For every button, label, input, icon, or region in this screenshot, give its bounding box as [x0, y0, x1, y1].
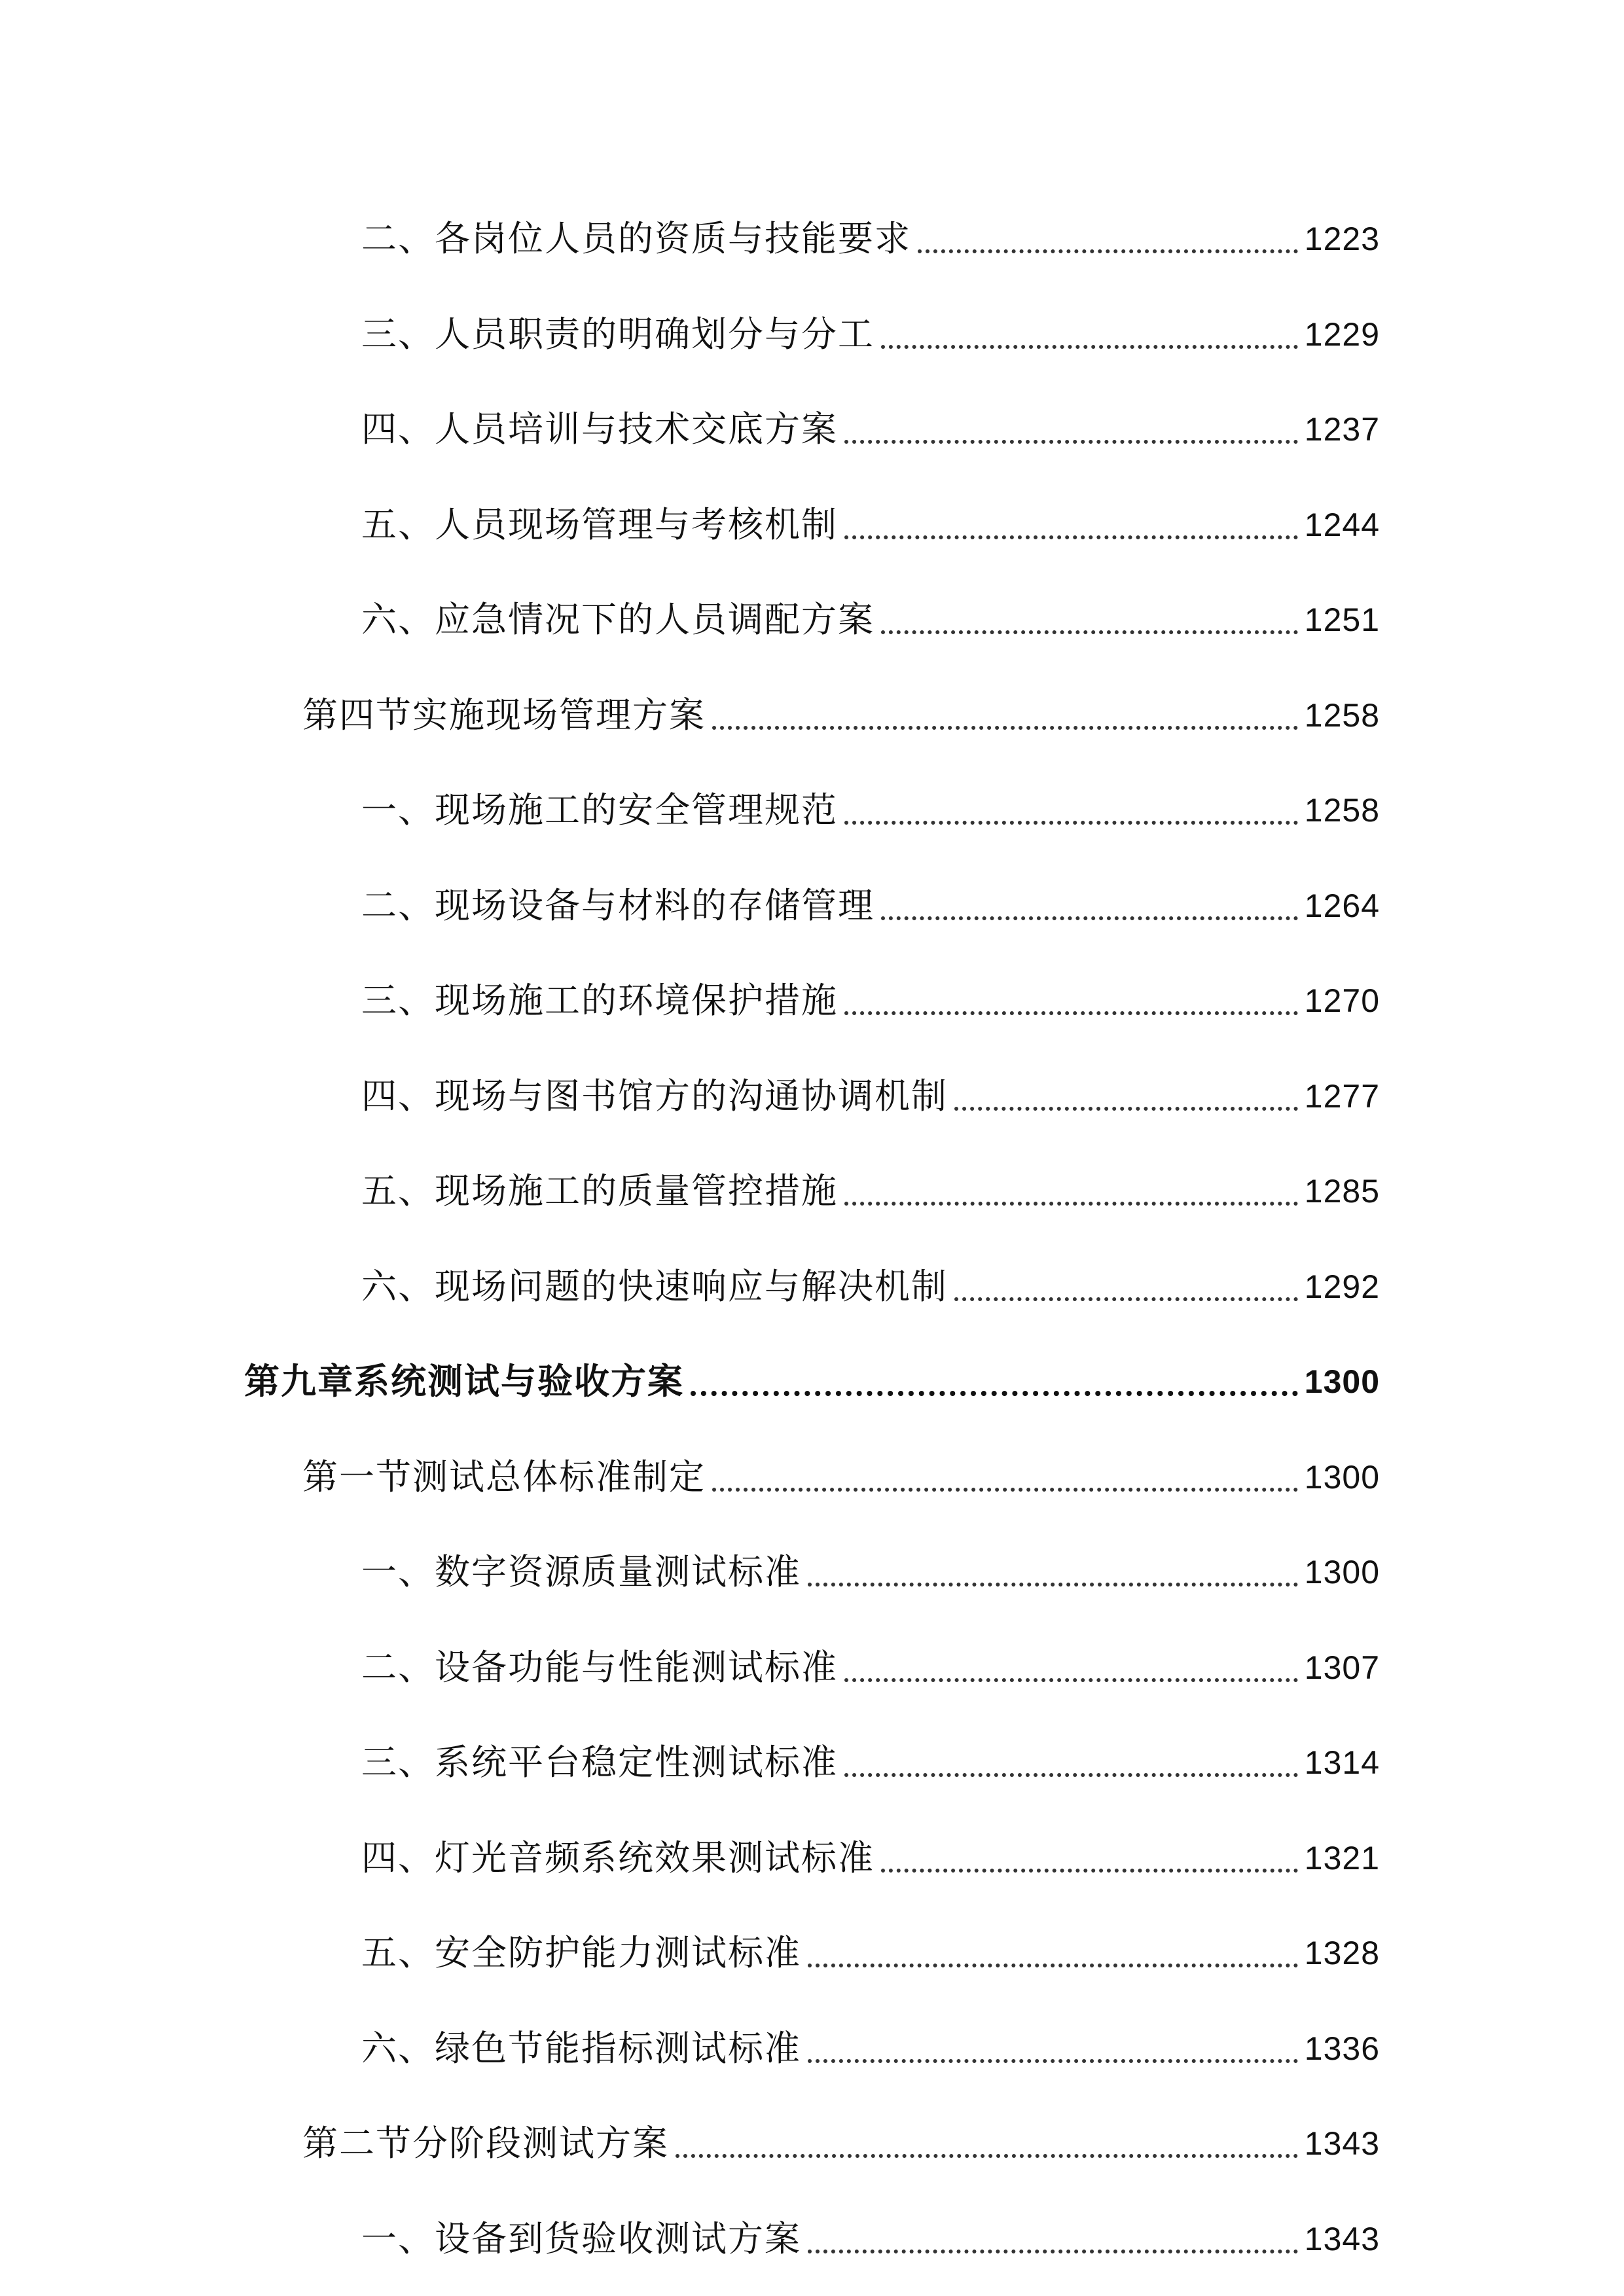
toc-page-number: 1307: [1304, 1649, 1380, 1686]
toc-entry-label: 四、灯光音频系统效果测试标准: [361, 1837, 875, 1878]
toc-page-number: 1343: [1304, 2220, 1380, 2257]
toc-entry-label: 第四节实施现场管理方案: [302, 694, 706, 736]
toc-page-number: 1292: [1304, 1268, 1380, 1305]
toc-entry-label: 五、人员现场管理与考核机制: [361, 503, 838, 545]
toc-entry-label: 四、现场与图书馆方的沟通协调机制: [361, 1075, 948, 1117]
toc-entry[interactable]: [361, 1165, 1380, 1217]
toc-page-number: 1328: [1304, 1935, 1380, 1971]
toc-entry[interactable]: [361, 880, 1380, 932]
toc-page-number: 1223: [1304, 221, 1380, 257]
toc-entry-label: 六、应急情况下的人员调配方案: [361, 599, 875, 640]
toc-dot-leader: [881, 630, 1298, 634]
toc-entry-label: 六、现场问题的快速响应与解决机制: [361, 1265, 948, 1307]
toc-entry[interactable]: [361, 1927, 1380, 1979]
toc-entry-label: 四、人员培训与技术交底方案: [361, 408, 838, 450]
toc-entry[interactable]: [244, 1355, 1380, 1408]
toc-entry[interactable]: [361, 499, 1380, 551]
toc-entry-label: 一、数字资源质量测试标准: [361, 1551, 801, 1592]
toc-page-number: 1237: [1304, 411, 1380, 448]
toc-entry-label: 二、现场设备与材料的存储管理: [361, 884, 875, 926]
toc-entry[interactable]: [302, 2117, 1380, 2170]
toc-entry-label: 二、各岗位人员的资质与技能要求: [361, 218, 911, 259]
toc-entry-label: 三、现场施工的环境保护措施: [361, 980, 838, 1021]
toc-dot-leader: [844, 1011, 1298, 1015]
toc-page-number: 1343: [1304, 2125, 1380, 2162]
toc-entry[interactable]: [361, 403, 1380, 456]
toc-dot-leader: [881, 916, 1298, 920]
toc-page-number: 1300: [1304, 1458, 1380, 1496]
toc-page-number: 1244: [1304, 506, 1380, 543]
toc-page-number: 1285: [1304, 1173, 1380, 1210]
toc-entry-label: 第一节测试总体标准制定: [302, 1456, 706, 1498]
toc-page-number: 1251: [1304, 601, 1380, 638]
toc-dot-leader: [844, 1773, 1298, 1777]
toc-page-number: 1277: [1304, 1077, 1380, 1115]
toc-dot-leader: [712, 726, 1298, 730]
toc-entry[interactable]: [361, 2022, 1380, 2075]
toc-dot-leader: [808, 2059, 1298, 2063]
toc-dot-leader: [844, 440, 1298, 444]
toc-entry-label: 第二节分阶段测试方案: [302, 2123, 669, 2164]
toc-entry[interactable]: [361, 594, 1380, 646]
toc-page-number: 1300: [1304, 1363, 1380, 1400]
toc-entry[interactable]: [302, 1451, 1380, 1503]
toc-dot-leader: [808, 1964, 1298, 1967]
toc-entry[interactable]: [361, 1261, 1380, 1313]
toc-dot-leader: [881, 345, 1298, 349]
toc-entry[interactable]: [361, 1641, 1380, 1694]
toc-page-number: 1270: [1304, 982, 1380, 1019]
toc-dot-leader: [954, 1297, 1298, 1301]
toc-entry[interactable]: [361, 1832, 1380, 1884]
toc-dot-leader: [954, 1107, 1298, 1111]
toc-entry[interactable]: [302, 689, 1380, 742]
toc-page-number: 1258: [1304, 696, 1380, 734]
toc-entry[interactable]: [361, 1070, 1380, 1122]
toc-entry-label: 第九章系统测试与验收方案: [244, 1361, 684, 1402]
toc-dot-leader: [808, 1583, 1298, 1587]
toc-entry-label: 五、现场施工的质量管控措施: [361, 1170, 838, 1211]
toc-page-number: 1264: [1304, 887, 1380, 924]
toc-entry[interactable]: [361, 213, 1380, 265]
toc-entry[interactable]: [361, 2213, 1380, 2265]
toc-dot-leader: [844, 535, 1298, 539]
toc-entry-label: 六、绿色节能指标测试标准: [361, 2027, 801, 2069]
toc-page-number: 1336: [1304, 2030, 1380, 2067]
toc-dot-leader: [691, 1391, 1298, 1396]
toc-page-number: 1321: [1304, 1839, 1380, 1876]
toc-dot-leader: [676, 2154, 1298, 2158]
toc-dot-leader: [844, 1202, 1298, 1206]
toc-entry-label: 三、人员职责的明确划分与分工: [361, 313, 875, 355]
toc-dot-leader: [808, 2250, 1298, 2253]
toc-entry-label: 一、现场施工的安全管理规范: [361, 789, 838, 831]
toc-entry-label: 三、系统平台稳定性测试标准: [361, 1742, 838, 1783]
toc-entry-label: 二、设备功能与性能测试标准: [361, 1646, 838, 1688]
toc-entry[interactable]: [361, 308, 1380, 361]
toc-entry[interactable]: [361, 1736, 1380, 1789]
toc-entry-label: 一、设备到货验收测试方案: [361, 2217, 801, 2259]
toc-page-number: 1314: [1304, 1744, 1380, 1781]
toc-dot-leader: [918, 249, 1298, 253]
toc-entry[interactable]: [361, 784, 1380, 836]
toc-entry[interactable]: [361, 1546, 1380, 1598]
toc-page-number: 1258: [1304, 792, 1380, 829]
toc-dot-leader: [712, 1488, 1298, 1492]
toc-dot-leader: [881, 1869, 1298, 1873]
toc-page-number: 1300: [1304, 1554, 1380, 1590]
toc-entry-label: 五、安全防护能力测试标准: [361, 1932, 801, 1973]
toc-page-number: 1229: [1304, 315, 1380, 353]
toc-entry[interactable]: [361, 975, 1380, 1027]
toc-dot-leader: [844, 821, 1298, 825]
toc-dot-leader: [844, 1678, 1298, 1682]
